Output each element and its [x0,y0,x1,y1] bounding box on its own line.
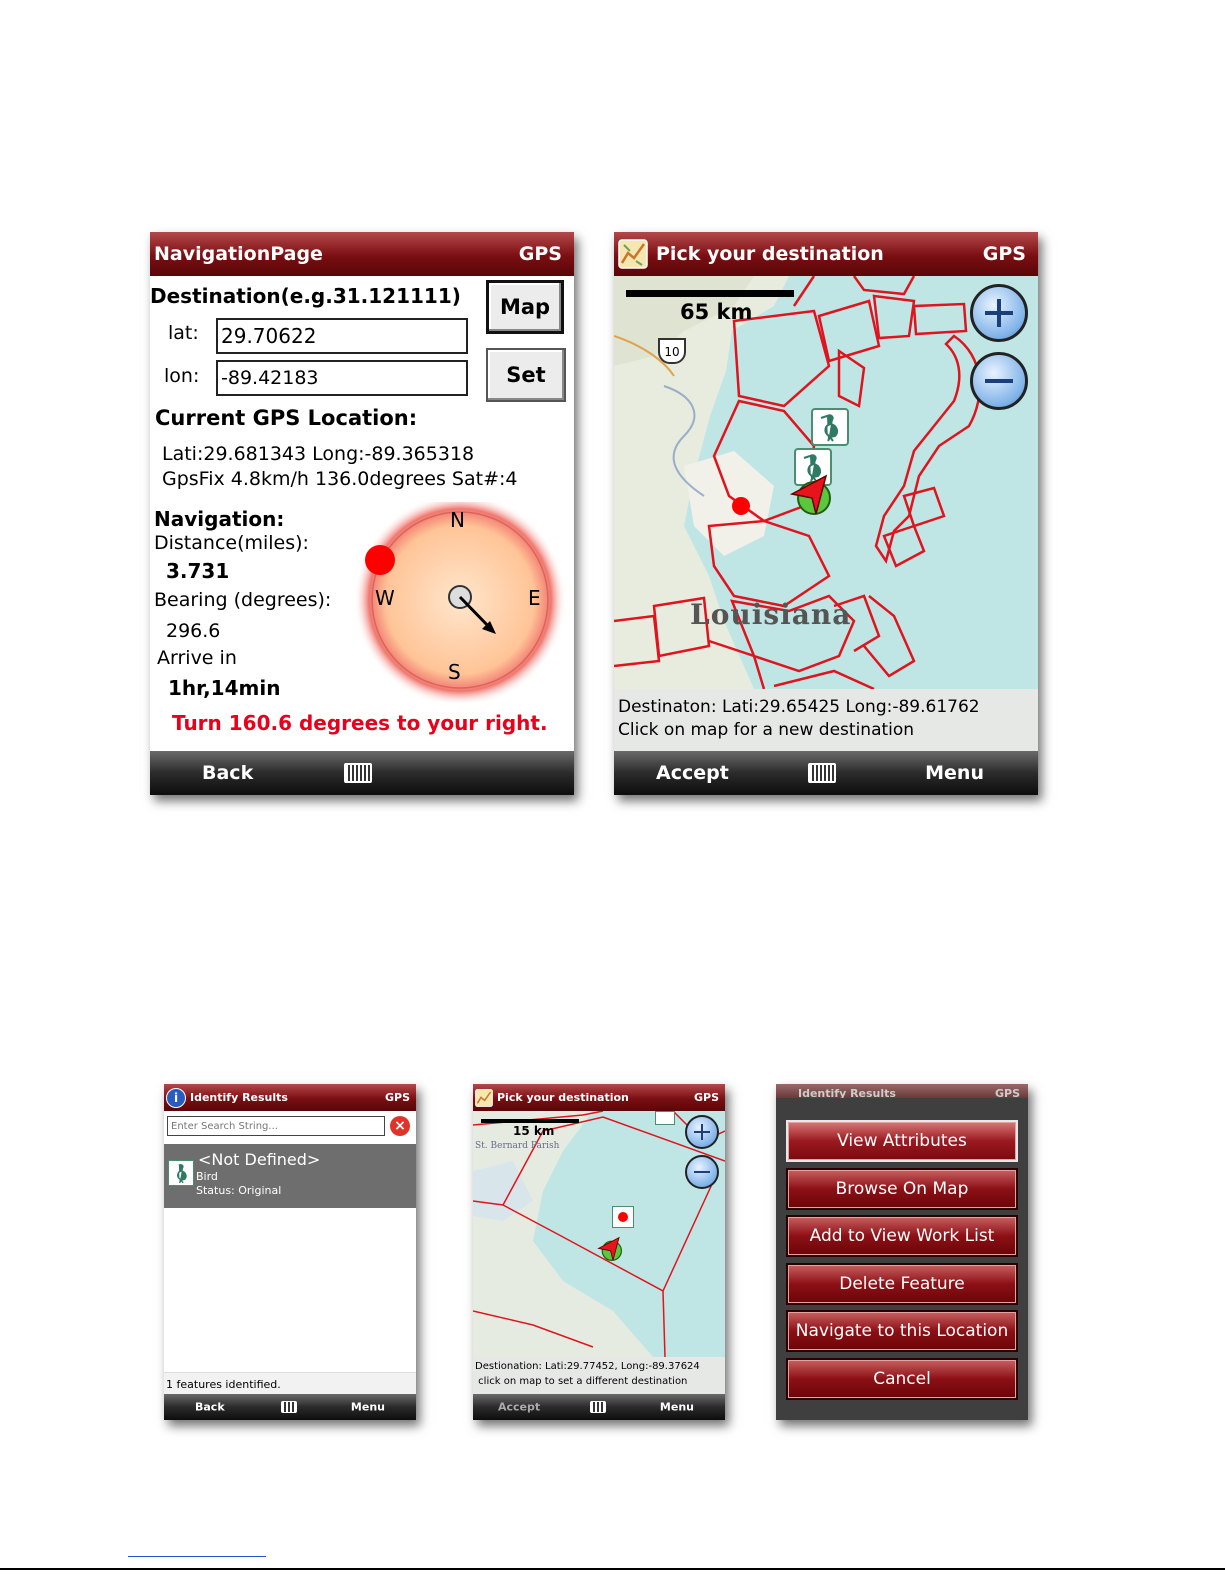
scale-label: 15 km [513,1124,555,1138]
menu-softkey[interactable]: Menu [350,1400,385,1414]
faded-gps: GPS [994,1087,1020,1098]
page-title: Pick your destination [656,243,884,265]
features-count: 1 features identified. [166,1378,281,1391]
cancel-button[interactable]: Cancel [786,1358,1018,1400]
navigation-page-screen [150,232,574,795]
results-footer [164,1372,416,1395]
accept-softkey[interactable]: Accept [656,762,729,784]
lon-field[interactable] [216,360,468,396]
navigate-to-location-button[interactable]: Navigate to this Location [786,1310,1018,1352]
zoom-in-button[interactable] [685,1115,719,1149]
turn-message: Turn 160.6 degrees to your right. [172,711,548,735]
destination-info-panel [614,689,1038,751]
back-softkey[interactable]: Back [202,762,254,784]
title-bar [614,232,1038,276]
search-input[interactable] [167,1116,385,1136]
keyboard-icon[interactable] [344,763,372,783]
soft-key-bar [150,751,574,795]
destination-coordinates: Destinaton: Lati:29.65425 Long:-89.61762 [618,697,980,717]
page-title: Identify Results [190,1091,288,1104]
view-attributes-button[interactable]: View Attributes [786,1120,1018,1162]
scale-label: 65 km [680,300,753,324]
feature-menu-screen [776,1084,1028,1420]
search-placeholder: Enter Search String... [171,1120,278,1132]
arrive-label: Arrive in [157,647,237,669]
lat-label: lat: [168,322,199,344]
bearing-label: Bearing (degrees): [154,589,332,611]
set-button[interactable]: Set [486,348,566,402]
bird-icon [168,1160,194,1186]
keyboard-icon[interactable] [808,763,836,783]
list-item[interactable] [164,1144,416,1208]
destination-coordinates: Destionation: Lati:29.77452, Long:-89.37624 [475,1361,700,1372]
destination-marker-icon[interactable] [612,1206,634,1228]
gps-indicator: GPS [693,1091,719,1104]
lat-field[interactable] [216,318,468,354]
highway-shield-icon [658,338,686,364]
clear-search-icon[interactable]: × [390,1116,410,1136]
scale-bar [481,1119,579,1123]
gps-indicator: GPS [982,243,1026,265]
back-softkey[interactable]: Back [195,1400,225,1414]
compass-south: S [448,660,461,684]
map-region-label: Louisiana [690,598,852,631]
map-button[interactable]: Map [486,280,564,334]
item-type: Bird [196,1170,218,1183]
map-view[interactable] [614,276,1038,689]
gps-indicator: GPS [384,1091,410,1104]
menu-panel [776,1098,1028,1420]
map-app-icon [618,239,648,269]
item-title: <Not Defined> [198,1150,321,1169]
destination-hint: click on map to set a different destination [475,1376,688,1387]
info-icon: i [166,1088,186,1108]
browse-on-map-button[interactable]: Browse On Map [786,1168,1018,1210]
map-region-label: St. Bernard Parish [475,1141,560,1151]
compass-north: N [450,508,465,532]
soft-key-bar [614,751,1038,795]
navigation-heading: Navigation: [154,507,285,531]
gps-fix-info: GpsFix 4.8km/h 136.0degrees Sat#:4 [162,468,518,490]
page-title: Pick your destination [497,1091,629,1104]
soft-key-bar [164,1394,416,1420]
title-bar [473,1084,725,1111]
distance-value: 3.731 [166,559,230,583]
accept-softkey[interactable]: Accept [498,1400,541,1414]
zoom-in-button[interactable] [970,284,1028,342]
map-app-icon [475,1089,493,1107]
bird-icon [813,410,847,444]
lon-value: -89.42183 [221,367,319,389]
destination-hint: Click on map for a new destination [618,720,915,740]
title-bar-faded [776,1084,1028,1098]
pick-destination-small-screen [473,1084,725,1420]
current-gps-heading: Current GPS Location: [155,406,418,430]
zoom-out-button[interactable] [685,1155,719,1189]
faded-title: Identify Results [798,1087,896,1098]
current-location-icon [786,472,836,518]
highway-label: 10 [664,345,680,359]
arrive-value: 1hr,14min [168,676,281,700]
compass [350,502,570,702]
destination-label: Destination(e.g.31.121111) [150,284,461,308]
title-bar [150,232,574,276]
map-view[interactable] [473,1111,725,1357]
gps-coordinates: Lati:29.681343 Long:-89.365318 [162,443,475,465]
page-title: NavigationPage [154,243,323,265]
menu-softkey[interactable]: Menu [925,762,984,784]
menu-softkey[interactable]: Menu [659,1400,694,1414]
bearing-value: 296.6 [166,620,221,642]
compass-west: W [375,586,395,610]
scale-bar [626,290,794,297]
zoom-out-button[interactable] [970,352,1028,410]
delete-feature-button[interactable]: Delete Feature [786,1263,1018,1305]
footnote-link-line [128,1556,266,1557]
gps-indicator: GPS [518,243,562,265]
add-to-work-list-button[interactable]: Add to View Work List [786,1215,1018,1257]
destination-info-panel [473,1357,725,1394]
bird-icon-graphic [169,1161,193,1185]
pick-destination-screen [614,232,1038,795]
lon-label: lon: [164,365,200,387]
compass-east: E [528,586,541,610]
bird-feature-icon[interactable] [811,408,849,446]
lat-value: 29.70622 [221,324,317,348]
identify-results-screen [164,1084,416,1420]
soft-key-bar [473,1394,725,1420]
footer-divider [0,1568,1225,1570]
current-location-icon [595,1235,625,1263]
title-bar [164,1084,416,1111]
distance-label: Distance(miles): [154,532,309,554]
bird-feature-icon[interactable] [655,1111,675,1125]
keyboard-icon[interactable] [590,1401,606,1413]
item-status: Status: Original [196,1184,282,1197]
keyboard-icon[interactable] [281,1401,297,1413]
